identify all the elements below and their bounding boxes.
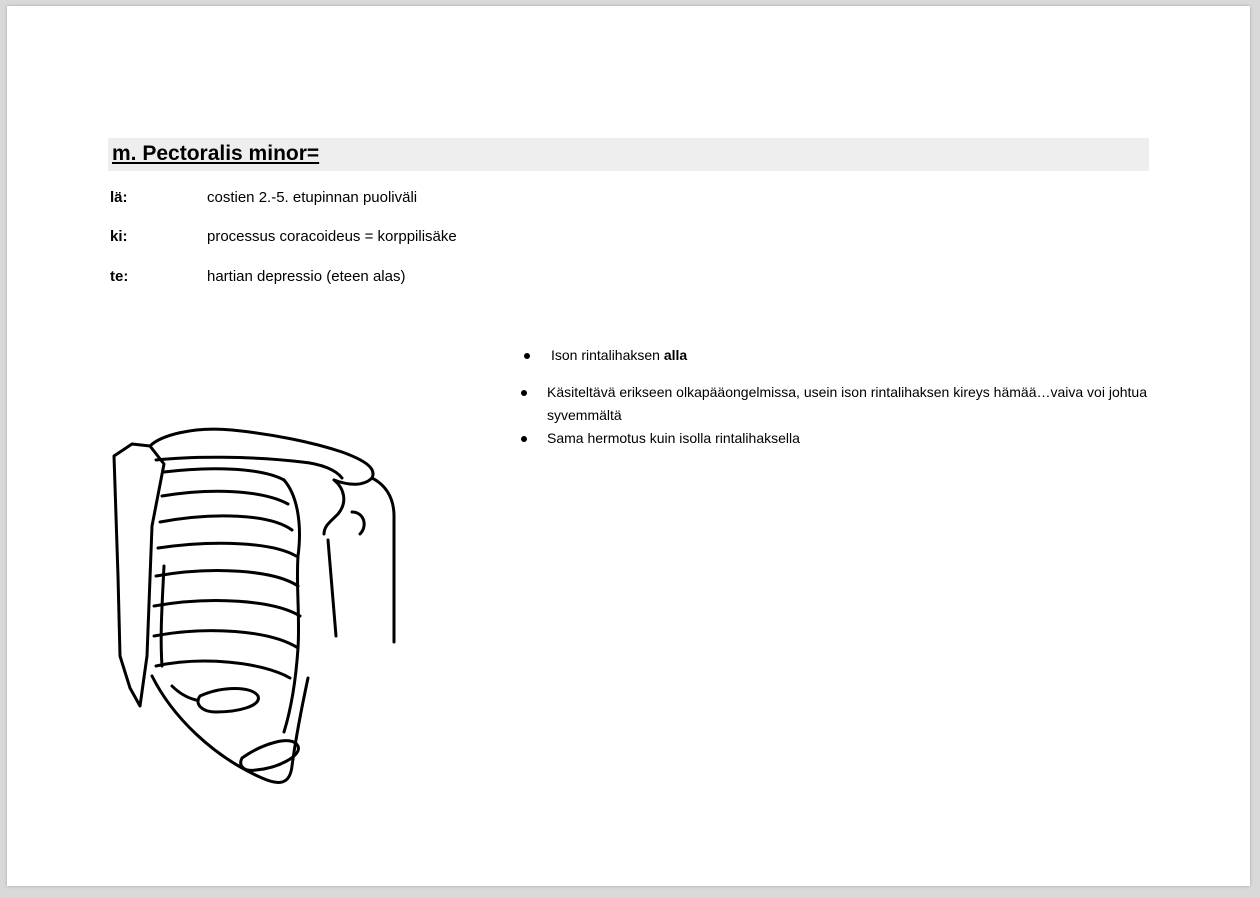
bullet-dot-icon [521, 390, 527, 396]
list-item-bold-text: alla [663, 347, 688, 363]
document-page [7, 6, 1250, 886]
ribcage-icon [102, 416, 402, 791]
definition-value: hartian depressio (eteen alas) [207, 268, 406, 285]
definition-key: lä: [110, 189, 128, 206]
heading-bar [108, 138, 1149, 171]
definition-value: processus coracoideus = korppilisäke [207, 228, 457, 245]
page-title: m. Pectoralis minor= [112, 142, 320, 165]
definition-key: ki: [110, 228, 128, 245]
list-item-text: Käsiteltävä erikseen olkapääongelmissa, usein ison rintalihaksen kireys hämää…vaiva voi johtua syvemmältä [547, 384, 1147, 423]
list-item [517, 427, 1157, 450]
definition-value: costien 2.-5. etupinnan puoliväli [207, 189, 418, 206]
list-item-text: Sama hermotus kuin isolla rintalihaksella [547, 430, 800, 446]
bullet-dot-icon [521, 436, 527, 442]
list-item-text: Ison rintalihaksen [551, 347, 664, 363]
list-item [517, 344, 1157, 367]
bullet-dot-icon [524, 353, 530, 359]
bullet-list [517, 344, 1157, 450]
definition-key: te: [110, 268, 129, 285]
list-item [517, 381, 1157, 427]
